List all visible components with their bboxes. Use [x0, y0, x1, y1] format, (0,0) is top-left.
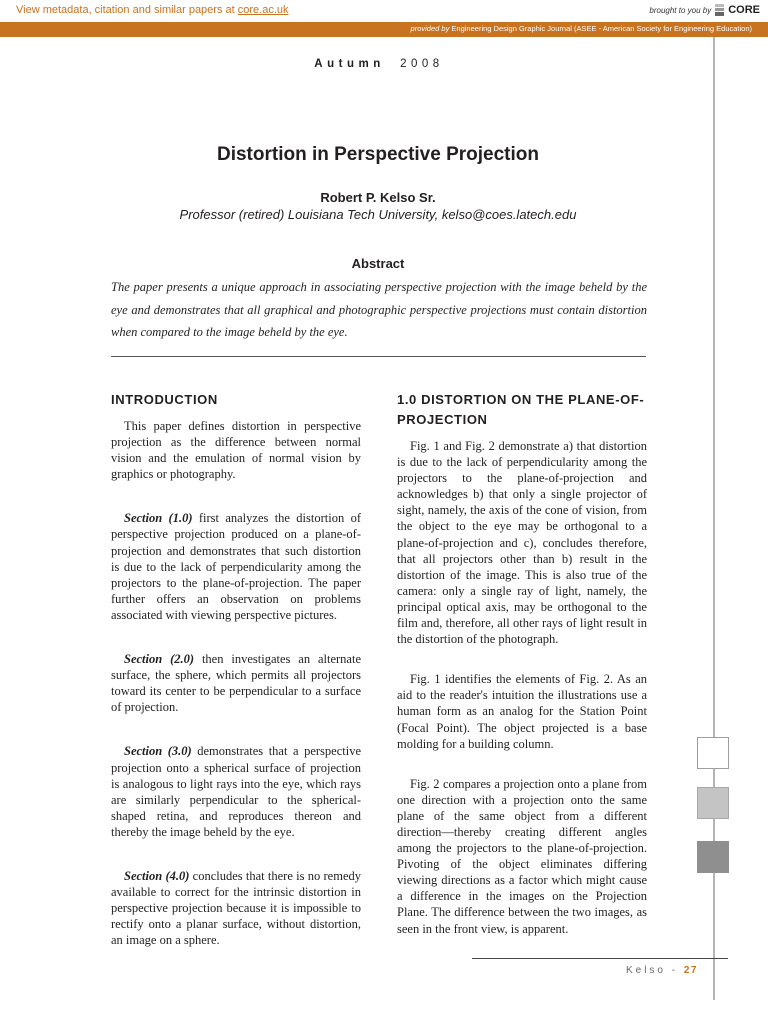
decor-square-white — [697, 737, 729, 769]
provided-prefix: provided by — [410, 24, 450, 33]
provided-by — [411, 24, 752, 33]
issue-year: 2008 — [400, 58, 444, 70]
section4-label: Section (4.0) — [124, 868, 190, 883]
brought-to-you[interactable] — [649, 3, 760, 17]
section1-paragraph-3: Fig. 2 compares a projection onto a plane from one direction with a projection onto the same plane of the same object from a different direction—thereby creating different angles among the projectors to the plane-of-projection. Pivoting of the object eliminates differing viewing directions as a factor which might cause a difference in the images on the Projection Plane. The difference between the two images, as seen in the front view, is apparent. — [397, 776, 647, 936]
section1-paragraph-1: Fig. 1 and Fig. 2 demonstrate a) that distortion is due to the lack of perpendicularity among the projectors to the plane-of-projection and acknowledges b) that only a single projector of sight, namely, the axis of the cone of vision, from the object to the eye may be orthogonal to a plane-of-projection and c), concludes therefore, that all projectors other than b) result in the distortion of the image. This is also true of the camera: only a single ray of light, namely, the principal optical axis, may be orthogonal to the film and, therefore, all other rays of light result in the distortion of the photograph. — [397, 439, 647, 647]
core-view-text: View metadata, citation and similar papers at — [16, 4, 238, 16]
page-footer — [626, 965, 698, 976]
section1-summary — [111, 510, 361, 623]
decor-square-dark — [697, 841, 729, 873]
issue-season: Autumn — [314, 58, 385, 70]
section2-summary — [111, 651, 361, 715]
decor-square-light — [697, 787, 729, 819]
paper-affiliation: Professor (retired) Louisiana Tech University, kelso@coes.latech.edu — [179, 207, 577, 222]
core-provided-bar — [0, 22, 768, 37]
section1-paragraph-2: Fig. 1 identifies the elements of Fig. 2. As an aid to the reader's intuition the illustrations use a human form as an analog for the Station Point (Focal Point). The object projected is a base molding for a building column. — [397, 672, 647, 751]
paper-author: Robert P. Kelso Sr. — [320, 190, 436, 205]
issue-date — [0, 58, 758, 70]
core-banner — [0, 0, 768, 23]
brought-text: brought to you by — [649, 5, 712, 15]
abstract-text: The paper presents a unique approach in associating perspective projection with the image beheld by the eye and demonstrates that all graphical and photographic perspective projections must contain distortion when compared to the image beheld by the eye. — [111, 280, 647, 339]
paper-title: Distortion in Perspective Projection — [216, 144, 540, 165]
section3-summary-text: demonstrates that a perspective projection onto a spherical surface of projection is analogous to light rays into the eye, which rays are similarly perpendicular to the spherical-shaped retina, and reproduces thereon and thereby the image beheld by the eye. — [111, 744, 361, 839]
core-metadata-link[interactable] — [16, 4, 289, 16]
section4-summary-text: concludes that there is no remedy available to correct for the intrinsic distortion in perspective projection because it is impossible to rectify onto a planar surface, without distortion, an image on a sphere. — [111, 868, 361, 948]
section1-summary-text: first analyzes the distortion of perspective projection produced on a plane-of-projection and demonstrates that such distortion is due to the lack of perpendicularity among the projectors to the plane-of-projection. The paper further offers an observation on problems associated with viewing perspective pictures. — [111, 511, 361, 622]
core-logo-icon — [714, 3, 725, 17]
abstract-heading: Abstract — [351, 256, 405, 271]
page-number: 27 — [683, 965, 698, 976]
section3-label: Section (3.0) — [124, 744, 192, 759]
section2-label: Section (2.0) — [124, 652, 195, 667]
section2-summary-text: then investigates an alternate surface, the sphere, which permits all projectors toward its center to be perpendicular to a surface of projection. — [111, 652, 361, 715]
column-left — [111, 390, 361, 948]
section1-label: Section (1.0) — [124, 511, 193, 526]
intro-paragraph: This paper defines distortion in perspective projection as the difference between normal vision and the emulation of normal vision by graphics or photography. — [111, 419, 361, 482]
core-wordmark: CORE — [728, 4, 760, 16]
abstract-divider — [111, 356, 646, 357]
section4-summary — [111, 868, 361, 948]
section3-summary — [111, 743, 361, 840]
section1-heading: 1.0 DISTORTION ON THE PLANE-OF-PROJECTION — [397, 392, 645, 427]
footer-author: Kelso - — [625, 965, 679, 976]
column-right — [397, 390, 647, 937]
provided-text: Engineering Design Graphic Journal (ASEE - American Society for Engineering Education) — [451, 24, 752, 33]
core-link-text[interactable]: core.ac.uk — [237, 4, 289, 16]
intro-heading: INTRODUCTION — [111, 392, 218, 407]
footer-rule — [472, 958, 728, 959]
